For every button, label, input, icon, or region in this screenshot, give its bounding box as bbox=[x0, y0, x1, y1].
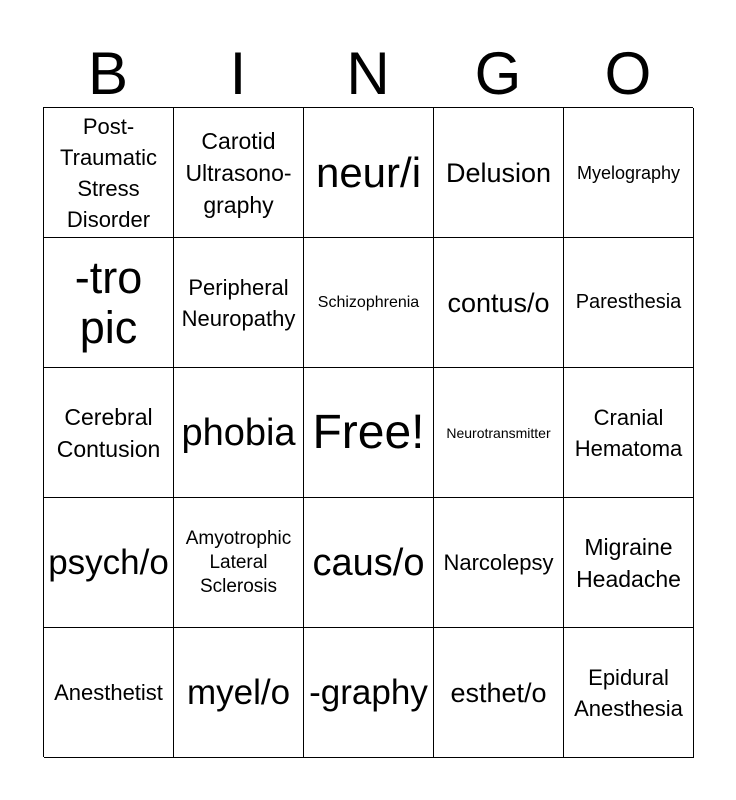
free-space-cell[interactable] bbox=[304, 368, 434, 498]
bingo-cell[interactable] bbox=[174, 238, 304, 368]
cell-label: Myelography bbox=[576, 162, 681, 183]
cell-label: Delusion bbox=[445, 157, 552, 188]
bingo-cell[interactable] bbox=[174, 628, 304, 758]
header-letter-o: O bbox=[604, 40, 652, 107]
cell-label: psych/o bbox=[48, 542, 169, 582]
bingo-cell[interactable] bbox=[434, 628, 564, 758]
bingo-cell[interactable] bbox=[304, 628, 434, 758]
bingo-cell[interactable] bbox=[44, 238, 174, 368]
bingo-board bbox=[43, 107, 693, 757]
cell-label: Amyotrophic Lateral Sclerosis bbox=[185, 527, 292, 597]
cell-label: Neurotransmitter bbox=[446, 424, 551, 441]
cell-label: Epidural Anesthesia bbox=[574, 664, 683, 721]
bingo-cell[interactable] bbox=[174, 108, 304, 238]
bingo-cell[interactable] bbox=[44, 628, 174, 758]
bingo-header bbox=[43, 40, 693, 108]
bingo-cell[interactable] bbox=[564, 238, 694, 368]
cell-label: Schizophrenia bbox=[317, 294, 420, 311]
cell-label: -tropic bbox=[74, 251, 143, 353]
cell-label: Migraine Headache bbox=[576, 533, 681, 592]
bingo-cell[interactable] bbox=[174, 368, 304, 498]
header-letter-i: I bbox=[229, 40, 247, 107]
bingo-cell[interactable] bbox=[434, 368, 564, 498]
bingo-cell[interactable] bbox=[434, 238, 564, 368]
bingo-cell[interactable] bbox=[44, 498, 174, 628]
bingo-cell[interactable] bbox=[44, 368, 174, 498]
cell-label: contus/o bbox=[447, 287, 550, 318]
cell-label: Cerebral Contusion bbox=[56, 403, 161, 462]
cell-label: esthet/o bbox=[450, 677, 547, 708]
bingo-cell[interactable] bbox=[304, 108, 434, 238]
free-space-label: Free! bbox=[312, 405, 425, 459]
cell-label: caus/o bbox=[312, 541, 425, 584]
cell-label: Anesthetist bbox=[54, 680, 163, 705]
header-letter-b: B bbox=[87, 40, 129, 107]
bingo-cell[interactable] bbox=[564, 498, 694, 628]
bingo-cell[interactable] bbox=[304, 238, 434, 368]
bingo-cell[interactable] bbox=[564, 108, 694, 238]
bingo-cell[interactable] bbox=[434, 498, 564, 628]
bingo-cell[interactable] bbox=[564, 628, 694, 758]
header-letter-g: G bbox=[474, 40, 522, 107]
cell-label: phobia bbox=[181, 411, 296, 454]
bingo-cell[interactable] bbox=[174, 498, 304, 628]
bingo-cell[interactable] bbox=[564, 368, 694, 498]
cell-label: Carotid Ultrasono-graphy bbox=[185, 127, 292, 218]
bingo-cell[interactable] bbox=[434, 108, 564, 238]
cell-label: Narcolepsy bbox=[443, 550, 554, 575]
cell-label: myel/o bbox=[186, 672, 291, 712]
cell-label: Peripheral Neuropathy bbox=[181, 274, 296, 331]
cell-label: Paresthesia bbox=[575, 291, 682, 313]
cell-label: Cranial Hematoma bbox=[574, 404, 683, 461]
cell-label: Post-Traumatic Stress Disorder bbox=[60, 113, 157, 232]
header-letter-n: N bbox=[346, 40, 390, 107]
cell-label: -graphy bbox=[309, 672, 428, 712]
cell-label: neur/i bbox=[315, 148, 422, 196]
bingo-cell[interactable] bbox=[304, 498, 434, 628]
bingo-cell[interactable] bbox=[44, 108, 174, 238]
